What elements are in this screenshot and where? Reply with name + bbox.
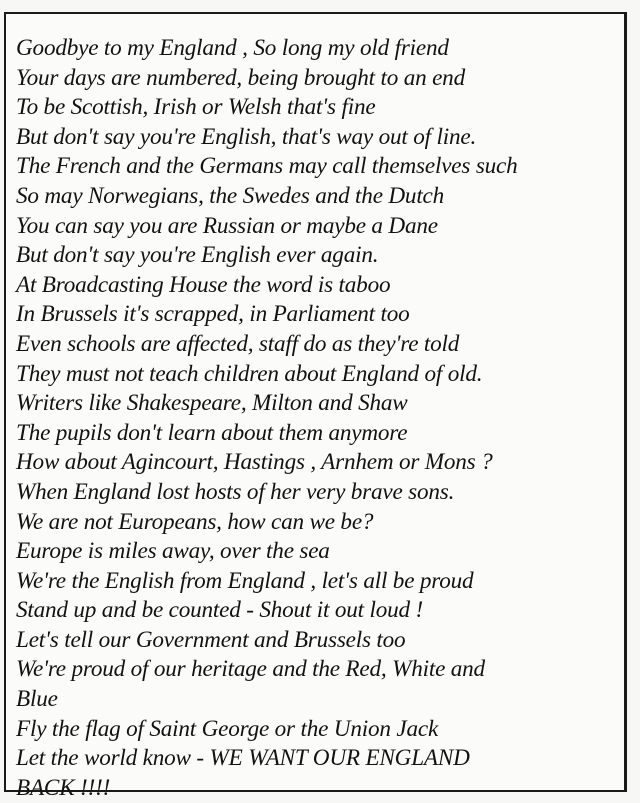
- poem-line-3: To be Scottish, Irish or Welsh that's fine: [16, 94, 376, 121]
- poem-line-16: When England lost hosts of her very brave sons.: [16, 478, 455, 505]
- poem-line-18: Europe is miles away, over the sea: [16, 538, 330, 565]
- poem-line-26: BACK !!!!: [16, 774, 111, 801]
- poem-line-9: At Broadcasting House the word is taboo: [16, 271, 391, 298]
- poem-line-14: The pupils don't learn about them anymore: [16, 419, 408, 446]
- poem-line-11: Even schools are affected, staff do as they're told: [16, 330, 460, 357]
- poem-frame: [4, 12, 627, 801]
- poem-line-2: Your days are numbered, being brought to an end: [16, 64, 465, 91]
- poem-line-23: Blue: [16, 686, 58, 713]
- poem-line-22: We're proud of our heritage and the Red, White and: [16, 656, 485, 683]
- poem-line-8: But don't say you're English ever again.: [16, 242, 379, 269]
- poem-line-10: In Brussels it's scrapped, in Parliament too: [16, 301, 410, 328]
- poem-line-4: But don't say you're English, that's way out of line.: [16, 123, 477, 150]
- poem-line-13: Writers like Shakespeare, Milton and Shaw: [16, 390, 408, 417]
- poem-line-5: The French and the Germans may call themselves such: [16, 153, 518, 180]
- poem-line-19: We're the English from England , let's all be proud: [16, 567, 474, 594]
- poem-line-24: Fly the flag of Saint George or the Union Jack: [16, 715, 439, 742]
- poem-line-1: Goodbye to my England , So long my old friend: [16, 35, 449, 61]
- poem-text: [16, 34, 616, 803]
- poem-line-6: So may Norwegians, the Swedes and the Dutch: [16, 182, 445, 209]
- poem-line-7: You can say you are Russian or maybe a Dane: [16, 212, 438, 239]
- poem-line-20: Stand up and be counted - Shout it out loud !: [16, 597, 424, 624]
- poem-line-21: Let's tell our Government and Brussels too: [16, 626, 406, 653]
- poem-line-25: Let the world know - WE WANT OUR ENGLAND: [16, 745, 470, 772]
- poem-line-12: They must not teach children about England of old.: [16, 360, 483, 387]
- poem-line-17: We are not Europeans, how can we be?: [16, 508, 374, 535]
- poem-line-15: How about Agincourt, Hastings , Arnhem or Mons ?: [16, 449, 493, 476]
